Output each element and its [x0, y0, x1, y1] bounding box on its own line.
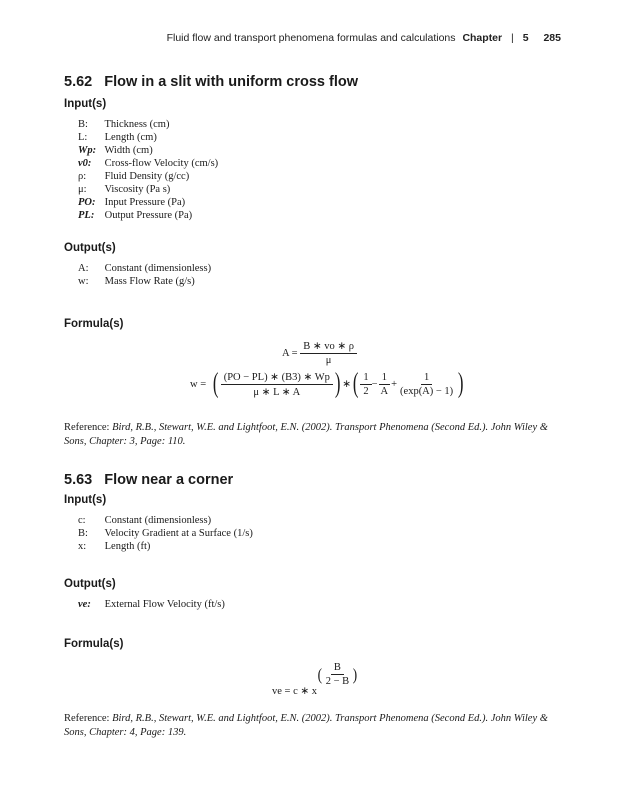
section-title-text: Flow in a slit with uniform cross flow — [104, 74, 358, 90]
paren-close: ) — [334, 368, 341, 399]
outputs-heading: Output(s) — [64, 242, 116, 254]
denominator: μ ∗ L ∗ A — [253, 386, 301, 398]
fraction — [378, 372, 392, 397]
var-desc: Length (cm) — [104, 132, 157, 143]
list-item — [78, 144, 218, 157]
var-desc: Fluid Density (g/cc) — [104, 171, 190, 182]
numerator: B ∗ vo ∗ ρ — [300, 340, 357, 354]
var-desc: Constant (dimensionless) — [104, 263, 212, 274]
denominator: (exp(A) − 1) — [400, 385, 454, 397]
paren-open: ( — [317, 665, 323, 684]
operator: ∗ — [342, 379, 352, 390]
var-symbol: ρ: — [78, 171, 87, 182]
section-title-text: Flow near a corner — [104, 472, 234, 488]
fraction — [323, 662, 352, 687]
var-desc: External Flow Velocity (ft/s) — [104, 599, 225, 610]
output-list — [78, 598, 225, 611]
list-item — [78, 540, 253, 553]
output-list — [78, 262, 211, 288]
numerator: B — [331, 662, 344, 675]
denominator: A — [380, 385, 389, 397]
var-desc: Length (ft) — [104, 541, 151, 552]
var-symbol: PO: — [78, 197, 96, 208]
fraction — [360, 372, 371, 397]
denominator: 2 — [363, 385, 369, 397]
header-separator: | — [511, 32, 514, 44]
formula-w — [190, 370, 466, 398]
inputs-heading: Input(s) — [64, 494, 107, 506]
reference-label: Reference: — [64, 422, 110, 433]
list-item — [78, 118, 218, 131]
var-desc: Output Pressure (Pa) — [104, 210, 193, 221]
operator: + — [391, 378, 398, 390]
var-desc: Constant (dimensionless) — [104, 515, 212, 526]
list-item — [78, 598, 225, 611]
var-desc: Cross-flow Velocity (cm/s) — [104, 158, 219, 169]
numerator: 1 — [421, 372, 432, 385]
formula-A — [282, 340, 357, 366]
formula-lhs: ve = c ∗ x — [272, 686, 318, 697]
var-symbol: Wp: — [78, 145, 97, 156]
var-symbol: A: — [78, 263, 89, 274]
list-item — [78, 183, 218, 196]
paren-close: ) — [352, 665, 358, 684]
formula-heading: Formula(s) — [64, 318, 124, 330]
reference-label: Reference: — [64, 713, 110, 724]
input-list — [78, 118, 218, 222]
formula-lhs: w = — [190, 378, 207, 390]
list-item — [78, 275, 211, 288]
outputs-heading: Output(s) — [64, 578, 116, 590]
fraction — [397, 372, 456, 397]
list-item — [78, 514, 253, 527]
var-desc: Width (cm) — [104, 145, 153, 156]
denominator: 2 − B — [325, 676, 350, 687]
denominator: μ — [325, 355, 332, 366]
list-item — [78, 131, 218, 144]
fraction — [300, 340, 357, 366]
chapter-label: Chapter — [462, 32, 503, 44]
reference-5-63 — [64, 712, 561, 740]
numerator: 1 — [360, 372, 371, 385]
section-title-5-62 — [64, 74, 358, 90]
var-desc: Input Pressure (Pa) — [104, 197, 186, 208]
var-desc: Velocity Gradient at a Surface (1/s) — [104, 528, 253, 539]
var-symbol: w: — [78, 276, 89, 287]
paren-open: ( — [352, 368, 359, 399]
var-desc: Mass Flow Rate (g/s) — [104, 276, 195, 287]
var-symbol: x: — [78, 541, 87, 552]
list-item — [78, 157, 218, 170]
paren-open: ( — [213, 368, 219, 399]
var-symbol: B: — [78, 119, 88, 130]
inputs-heading: Input(s) — [64, 98, 107, 110]
var-desc: Thickness (cm) — [104, 119, 170, 130]
var-desc: Viscosity (Pa s) — [104, 184, 171, 195]
chapter-number: 5 — [522, 32, 529, 44]
section-number: 5.62 — [64, 74, 93, 90]
reference-citation: Bird, R.B., Stewart, W.E. and Lightfoot, E.N. (2002). Transport Phenomena (Second Ed.). John Wiley & Sons, Chapter: 4, Page: 139. — [64, 713, 548, 738]
reference-citation: Bird, R.B., Stewart, W.E. and Lightfoot, E.N. (2002). Transport Phenomena (Second Ed.). John Wiley & Sons, Chapter: 3, Page: 110. — [64, 422, 548, 447]
numerator: 1 — [379, 372, 390, 385]
operator: − — [371, 378, 378, 390]
numerator: (PO − PL) ∗ (B3) ∗ Wp — [221, 371, 333, 385]
formula-ve — [272, 662, 358, 695]
list-item — [78, 196, 218, 209]
var-symbol: v0: — [78, 158, 92, 169]
formula-heading: Formula(s) — [64, 638, 124, 650]
input-list — [78, 514, 253, 553]
section-title-5-63 — [64, 472, 233, 488]
list-item — [78, 262, 211, 275]
exponent — [317, 662, 358, 687]
section-number: 5.63 — [64, 472, 93, 488]
list-item — [78, 527, 253, 540]
reference-5-62 — [64, 421, 561, 449]
var-symbol: c: — [78, 515, 86, 526]
list-item — [78, 170, 218, 183]
running-header — [167, 32, 561, 44]
list-item — [78, 209, 218, 222]
var-symbol: ve: — [78, 599, 91, 610]
page-number: 285 — [543, 32, 561, 44]
var-symbol: PL: — [78, 210, 95, 221]
var-symbol: μ: — [78, 184, 87, 195]
var-symbol: L: — [78, 132, 88, 143]
var-symbol: B: — [78, 528, 88, 539]
paren-close: ) — [458, 368, 464, 399]
formula-lhs: A = — [282, 347, 298, 359]
fraction — [221, 371, 333, 398]
running-title: Fluid flow and transport phenomena formulas and calculations — [166, 32, 456, 44]
